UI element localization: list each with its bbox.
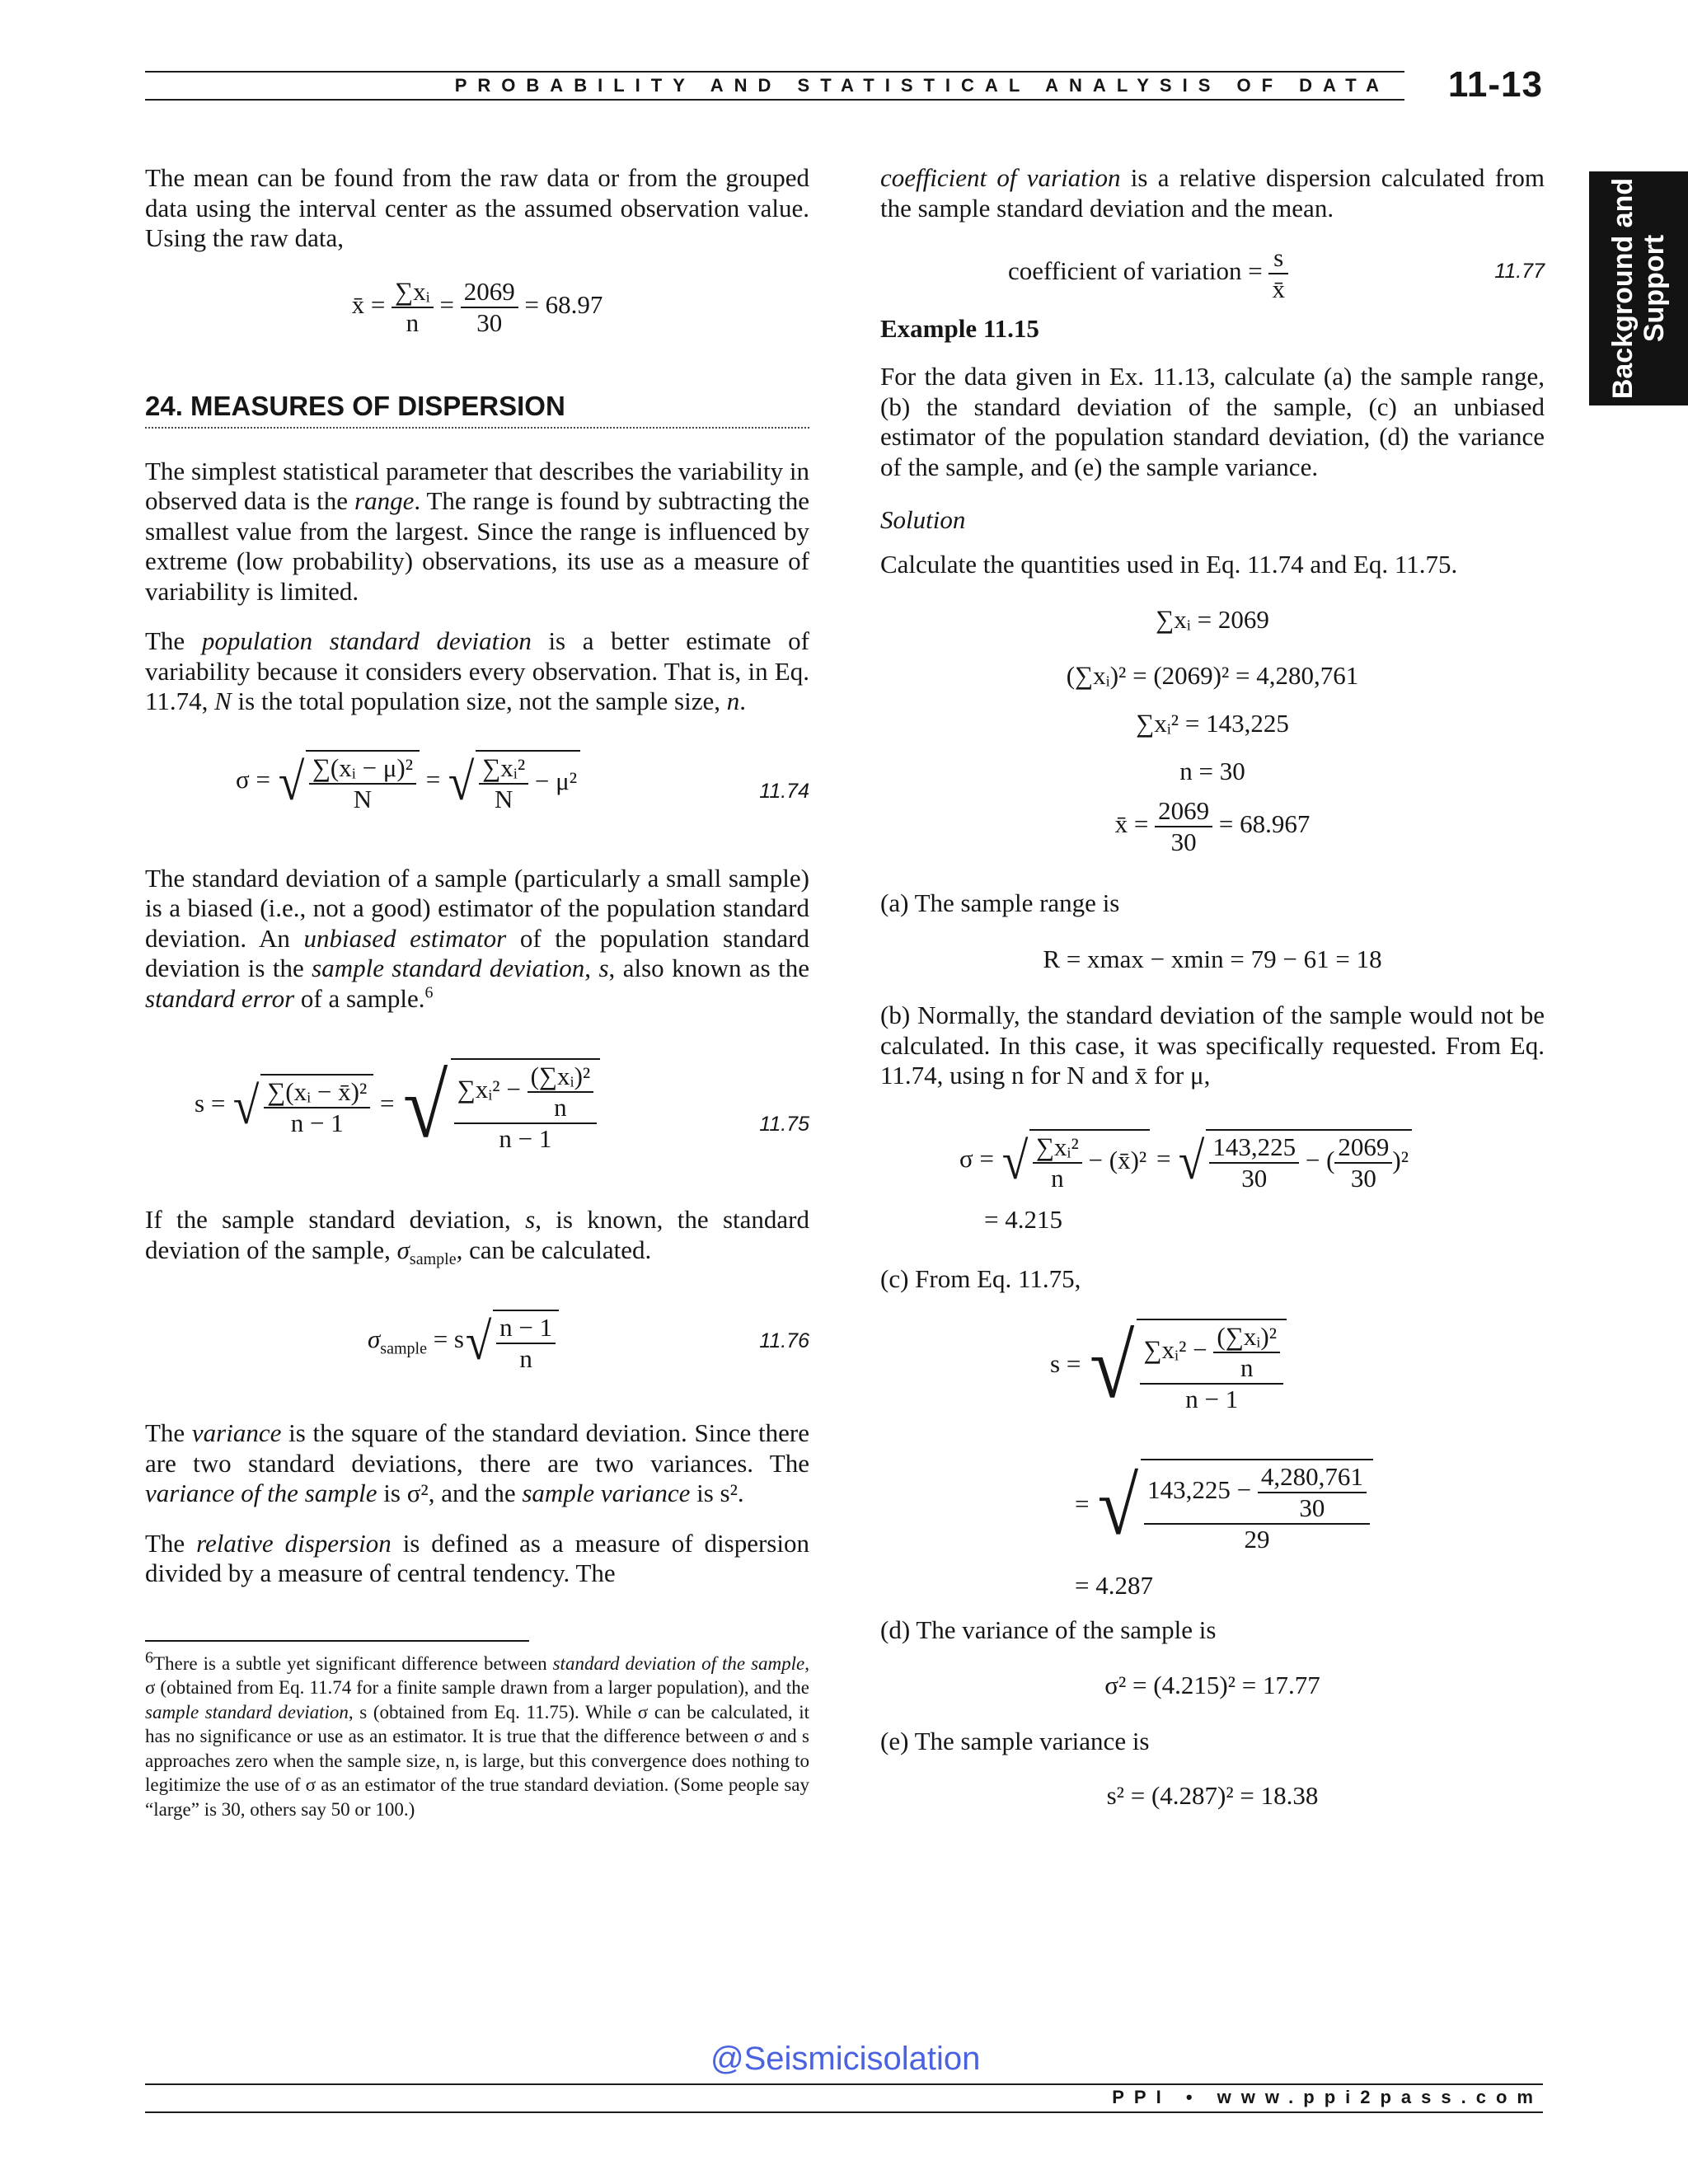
running-header	[145, 64, 1543, 105]
part-a-equation: R = xmax − xmin = 79 − 61 = 18	[1043, 944, 1382, 973]
paragraph-coefficient-of-variation: coefficient of variation is a relative dispersion calculated from the sample standard deviation and the mean.	[880, 163, 1545, 223]
part-d-equation: σ² = (4.215)² = 17.77	[1104, 1670, 1320, 1699]
equation-label: 11.77	[1494, 260, 1545, 283]
footer-text: PPI • www.ppi2pass.com	[1112, 2087, 1543, 2107]
footer	[145, 2083, 1543, 2113]
paragraph-population-sd: The population standard deviation is a better estimate of variability because it considers every observation. That is, in Eq. 11.74, N is the total population size, not the sample size, n.	[145, 626, 809, 715]
paragraph-variance: The variance is the square of the standard deviation. Since there are two standard deviations, there are two variances. The variance of the sample is σ², and the sample variance is s².	[145, 1418, 809, 1507]
equation-11-77: coefficient of variation = $\frac{s}{x̄}$ 11.77	[1008, 243, 1545, 303]
part-b-text: (b) Normally, the standard deviation of the sample would not be calculated. In this case, it was specifically requested. From Eq. 11.74, using n for N and x̄ for μ,	[880, 1001, 1545, 1090]
paragraph-sigma-sample: If the sample standard deviation, s, is known, the standard deviation of the sample, $\sigma_{sample}$, can be calculated.	[145, 1205, 809, 1268]
solution-label: Solution	[880, 505, 966, 534]
part-d-text: (d) The variance of the sample is	[880, 1615, 1217, 1644]
part-b-equation: σ = √ $\frac{\text{∑xᵢ²}}{n}$ − (x̄)² = √ $\frac{143,225}{30}$ − ( $\frac{2069}{30}$ )² = 4.215	[880, 1122, 1545, 1246]
equation-11-74: σ = √ $\frac{\text{∑(xᵢ − μ)²}}{N}$ = √ $\frac{\text{∑xᵢ²}}{N}$ − μ² 11.74	[145, 742, 809, 832]
calc-intro: Calculate the quantities used in Eq. 11.74 and Eq. 11.75.	[880, 550, 1458, 579]
page-number: 11-13	[1447, 64, 1543, 105]
part-c-text: (c) From Eq. 11.75,	[880, 1263, 1081, 1293]
footer-rule-bottom	[145, 2111, 1543, 2113]
part-a-text: (a) The sample range is	[880, 888, 1120, 917]
equation-label: 11.76	[759, 1329, 809, 1352]
example-title: Example 11.15	[880, 314, 1039, 343]
equation-11-76: $\sigma_{sample} = s√$ $\frac{n - 1}{n}$ 11.76	[145, 1300, 809, 1382]
paragraph-mean: The mean can be found from the raw data or from the grouped data using the interval center as the assumed observation value. Using the raw data,	[145, 163, 809, 252]
section-heading: 24. MEASURES OF DISPERSION	[145, 391, 809, 429]
running-title: PROBABILITY AND STATISTICAL ANALYSIS OF DATA	[454, 75, 1390, 96]
right-column	[880, 163, 1545, 1811]
part-c-equation: s = √ ∑xᵢ² − $\frac{\text{(∑xᵢ)²}}{n}$ n − 1 = √ 143,225 − $\frac{4,280,761}{30}$ 29 = 4.287	[880, 1310, 1545, 1610]
header-rule-top	[145, 71, 1404, 73]
watermark: @Seismicisolation	[710, 2041, 981, 2077]
calc-block: ∑xᵢ = 2069 (∑xᵢ)² = (2069)² = 4,280,761 ∑xᵢ² = 143,225 n = 30 x̄ = $\frac{2069}{30}$ = 68.967	[1066, 604, 1359, 856]
equation-mean: x̄ = $\frac{\text{∑xᵢ}}{n}$ = $\frac{2069}{30}$ = 68.97	[351, 276, 603, 337]
equation-label: 11.74	[759, 779, 809, 803]
section-side-tab	[1589, 171, 1688, 405]
side-tab-label: Background and Support	[1607, 177, 1670, 400]
left-column	[145, 163, 809, 1822]
footnote: $^6$There is a subtle yet significant difference between standard deviation of the sample, σ (obtained from Eq. 11.74 for a finite sample drawn from a larger population), and the sample standard deviation, s (obtained from Eq. 11.75). While σ can be calculated, it has no significance or use as an estimator. It is true that the difference between σ and s approaches zero when the sample size, n, is large, but this convergence does nothing to legitimize the use of σ as an estimator of the true standard deviation. (Some people say “large” is 30, others say 50 or 100.)	[145, 1647, 810, 1821]
paragraph-sample-sd: The standard deviation of a sample (particularly a small sample) is a biased (i.e., not a good) estimator of the population standard deviation. An unbiased estimator of the population standard deviation is the sample standard deviation, s, also known as the standard error of a sample.$^6$	[145, 863, 809, 1013]
example-statement: For the data given in Ex. 11.13, calculate (a) the sample range, (b) the standard deviation of the sample, (c) an unbiased estimator of the population standard deviation, (d) the variance of the sample, and (e) the sample variance.	[880, 362, 1545, 481]
footnote-ref: 6	[424, 983, 434, 1002]
footer-rule-top	[145, 2083, 1543, 2085]
paragraph-range: The simplest statistical parameter that describes the variability in observed data is the range. The range is found by subtracting the smallest value from the largest. Since the range is influenced by extreme (low probability) observations, its use as a measure of variability is limited.	[145, 456, 810, 606]
part-e-equation: s² = (4.287)² = 18.38	[1106, 1781, 1319, 1810]
part-e-text: (e) The sample variance is	[880, 1726, 1150, 1755]
equation-11-75: s = √ $\frac{\text{∑(xᵢ − x̄)²}}{n - 1}$ = √ ∑xᵢ² − $\frac{\text{(∑xᵢ)²}}{n}$ n − 1 11.75	[195, 1056, 809, 1156]
paragraph-relative-dispersion: The relative dispersion is defined as a measure of dispersion divided by a measure of central tendency. The	[145, 1528, 809, 1587]
equation-label: 11.75	[759, 1113, 809, 1136]
header-rule-bottom	[145, 99, 1404, 101]
